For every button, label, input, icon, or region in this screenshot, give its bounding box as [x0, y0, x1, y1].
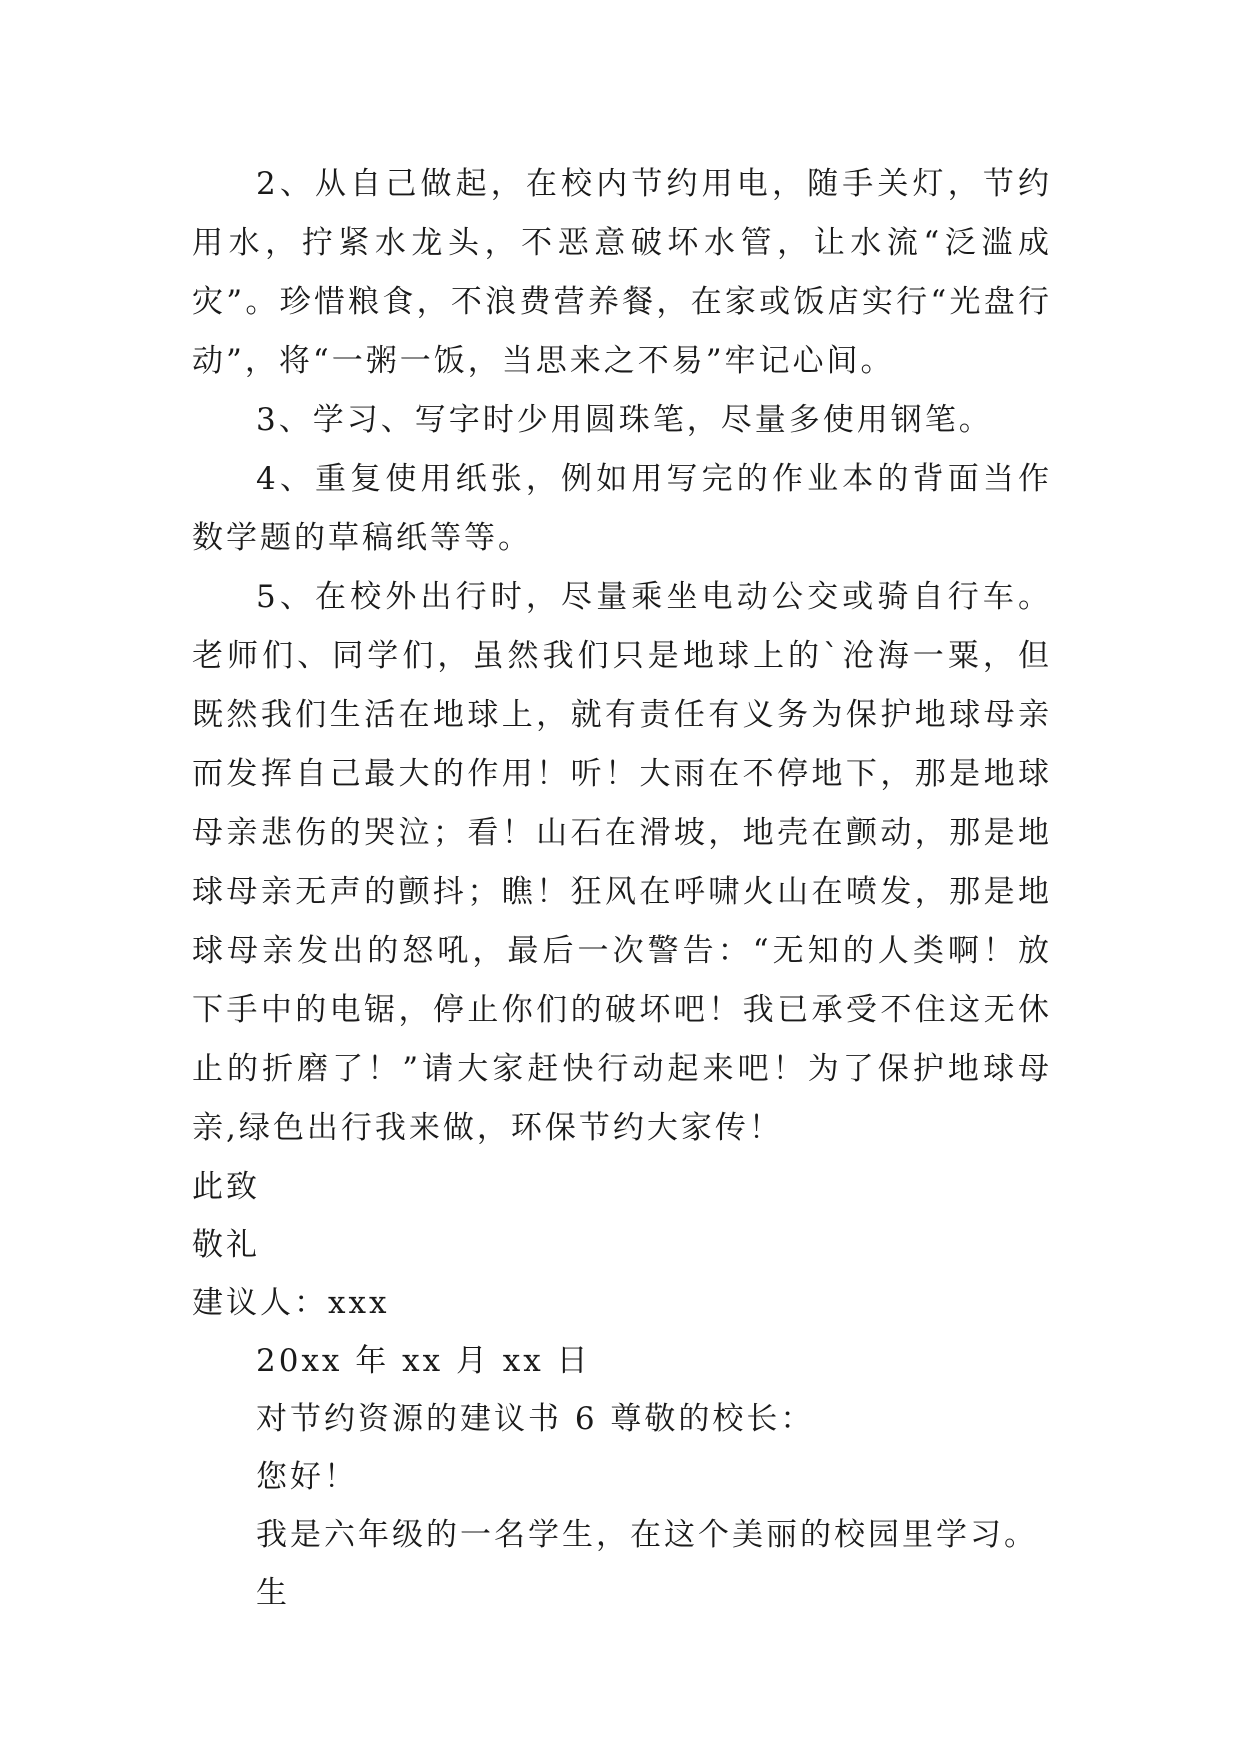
document-body [192, 155, 1052, 1622]
closing-jing-li: 敬礼 [192, 1227, 260, 1263]
next-letter-title: 对节约资源的建议书 6 尊敬的校长： [256, 1401, 815, 1437]
paragraph-4: 4、重复使用纸张，例如用写完的作业本的背面当作数学题的草稿纸等等。 [192, 461, 1052, 556]
paragraph-2: 2、从自己做起，在校内节约用电，随手关灯，节约用水，拧紧水龙头，不恶意破坏水管，让水流“泛滥成灾”。珍惜粮食，不浪费营养餐，在家或饭店实行“光盘行动”，将“一粥一饭，当思来之不易”牢记心间。 [192, 166, 1052, 379]
last-line: 我是六年级的一名学生，在这个美丽的校园里学习。生 [256, 1517, 1038, 1611]
paragraph-5: 5、在校外出行时，尽量乘坐电动公交或骑自行车。老师们、同学们，虽然我们只是地球上的`沧海一粟，但既然我们生活在地球上，就有责任有义务为保护地球母亲而发挥自己最大的作用！听！大雨在不停地下，那是地球母亲悲伤的哭泣；看！山石在滑坡，地壳在颤动，那是地球母亲无声的颤抖；瞧！狂风在呼啸火山在喷发，那是地球母亲发出的怒吼，最后一次警告：“无知的人类啊！放下手中的电锯，停止你们的破坏吧！我已承受不住这无休止的折磨了！”请大家赶快行动起来吧！为了保护地球母亲,绿色出行我来做，环保节约大家传！ [192, 579, 1052, 1146]
signer: 建议人：xxx [192, 1285, 390, 1321]
closing-ci-zhi: 此致 [192, 1169, 260, 1205]
greeting: 您好！ [256, 1459, 358, 1495]
date: 20xx 年 xx 月 xx 日 [256, 1343, 591, 1379]
paragraph-3: 3、学习、写字时少用圆珠笔，尽量多使用钢笔。 [256, 402, 993, 438]
